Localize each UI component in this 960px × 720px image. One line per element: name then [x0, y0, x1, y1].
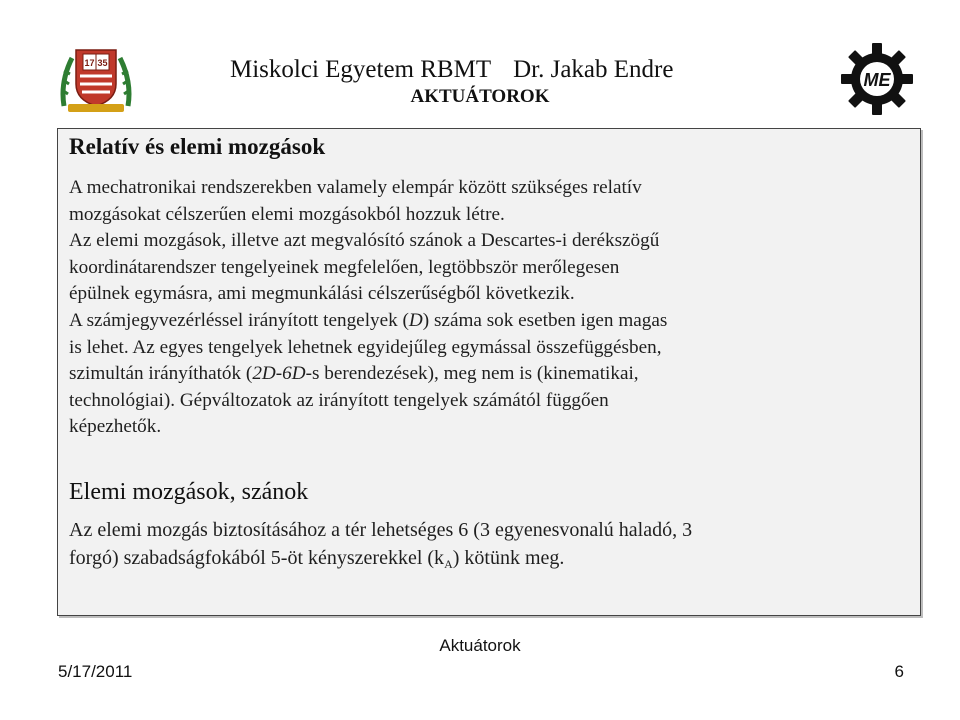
logo-me-text: ME [863, 70, 891, 90]
header-university: Miskolci Egyetem RBMT [230, 56, 492, 83]
text-line: technológiai). Gépváltozatok az irányított tengelyek számától függően [69, 389, 609, 411]
axis-symbol: D [408, 309, 423, 331]
text-segment: ) kötünk meg. [452, 547, 565, 569]
text-line [69, 308, 849, 335]
text-segment: forgó) szabadságfokából 5-öt kényszerekkel (k [69, 547, 445, 569]
text-line: Az elemi mozgások, illetve azt megvalósító szánok a Descartes-i derékszögű [69, 230, 660, 252]
university-crest-icon [58, 44, 134, 114]
text-line: koordinátarendszer tengelyeinek megfelelően, legtöbbször merőlegesen [69, 256, 620, 278]
crest-year-right: 35 [97, 58, 108, 68]
footer-date: 5/17/2011 [58, 662, 133, 681]
text-line: képezhetők. [69, 416, 162, 438]
text-line: mozgásokat célszerűen elemi mozgásokból hozzuk létre. [69, 203, 505, 225]
text-segment: szimultán irányíthatók ( [69, 363, 253, 385]
section-heading-relative-motions: Relatív és elemi mozgások [69, 134, 326, 159]
gear-me-logo-icon [840, 42, 914, 116]
text-segment: A számjegyvezérléssel irányított tengelyek ( [69, 309, 409, 331]
header-author: Dr. Jakab Endre [513, 56, 674, 83]
header-subject: AKTUÁTOROK [410, 86, 550, 107]
text-line: A mechatronikai rendszerekben valamely elempár között szükséges relatív [69, 177, 642, 198]
text-line: Az elemi mozgás biztosításához a tér lehetséges 6 (3 egyenesvonalú haladó, 3 [69, 519, 693, 541]
text-segment: -s berendezések), meg nem is (kinematikai, [305, 363, 639, 385]
axis-symbol: 2D [252, 363, 276, 385]
section2-body [69, 516, 849, 578]
content-panel [57, 128, 921, 616]
axis-symbol: 6D [282, 363, 306, 385]
section1-body [69, 175, 849, 441]
header-title [230, 55, 750, 85]
page-number: 6 [894, 662, 904, 681]
section-heading-elementary-motions: Elemi mozgások, szánok [69, 479, 309, 505]
text-line: is lehet. Az egyes tengelyek lehetnek egyidejűleg egymással összefüggésben, [69, 336, 662, 358]
text-segment: ) száma sok esetben igen magas [422, 309, 668, 331]
text-line [69, 544, 849, 578]
text-line [69, 361, 849, 388]
text-line: épülnek egymásra, ami megmunkálási célszerűségből következik. [69, 283, 575, 305]
text-segment: - [275, 363, 283, 385]
crest-year-left: 17 [84, 58, 95, 68]
subscript: A [444, 557, 453, 571]
footer-title: Aktuátorok [439, 636, 521, 655]
